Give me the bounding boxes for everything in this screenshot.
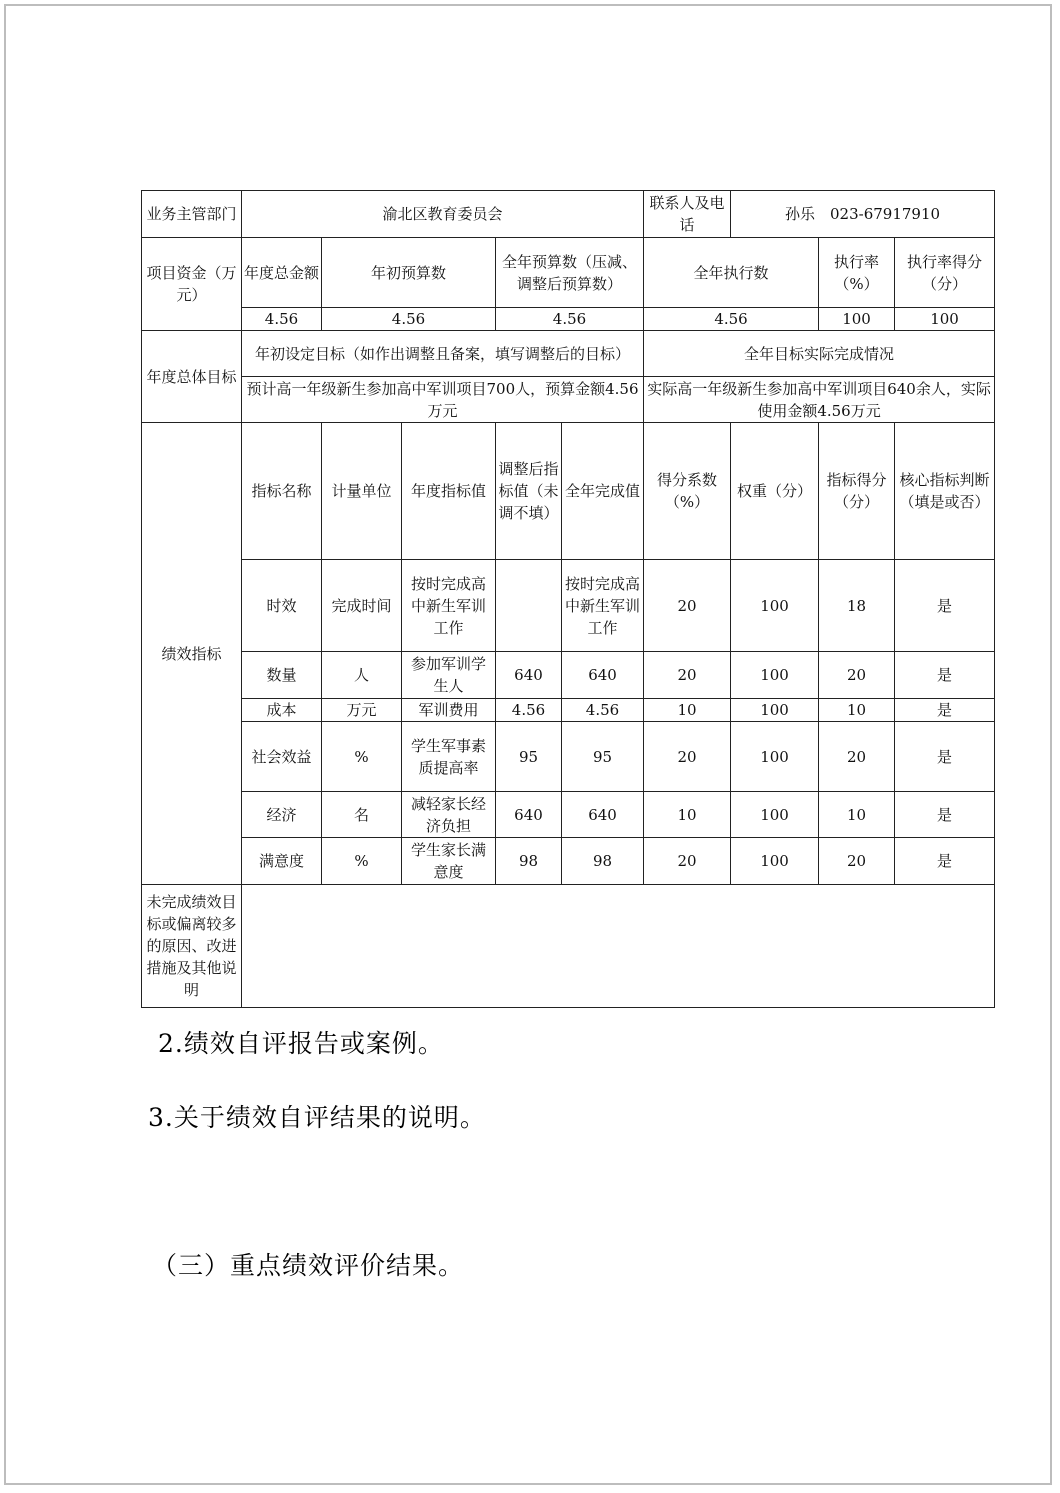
dept-label: 业务主管部门 [142,191,242,238]
perf-row-name: 成本 [242,699,322,722]
perf-row [142,652,995,699]
perf-row-score: 20 [819,652,895,699]
perf-row [142,838,995,885]
perf-header-adjusted: 调整后指标值（未调不填） [496,423,562,560]
perf-header-name: 指标名称 [242,423,322,560]
perf-row [142,792,995,838]
perf-row-target: 按时完成高中新生军训工作 [402,560,496,652]
goal-actual-value: 实际高一年级新生参加高中军训项目640余人，实际使用金额4.56万元 [644,377,995,423]
perf-row-coef: 20 [644,722,731,792]
contact-value: 孙乐 023-67917910 [731,191,995,238]
funds-rate-score-value: 100 [895,308,995,331]
perf-row-adjusted: 4.56 [496,699,562,722]
perf-row-score: 18 [819,560,895,652]
perf-row-coef: 20 [644,652,731,699]
section-heading-key-evaluation-results: （三）重点绩效评价结果。 [152,1251,465,1280]
perf-row-actual: 4.56 [562,699,644,722]
perf-row-actual: 98 [562,838,644,885]
perf-row-unit: 万元 [322,699,402,722]
perf-header-score: 指标得分（分） [819,423,895,560]
goal-initial-value: 预计高一年级新生参加高中军训项目700人，预算金额4.56万元 [242,377,644,423]
perf-row-core: 是 [895,560,995,652]
funds-initial-value: 4.56 [322,308,496,331]
perf-row-adjusted: 640 [496,652,562,699]
perf-row-unit: % [322,722,402,792]
performance-self-evaluation-table [141,190,995,1008]
perf-row-core: 是 [895,652,995,699]
perf-header-core: 核心指标判断（填是或否） [895,423,995,560]
funds-header-executed: 全年执行数 [644,238,819,308]
perf-row-name: 数量 [242,652,322,699]
perf-row-adjusted [496,560,562,652]
perf-row-adjusted: 98 [496,838,562,885]
funds-total-value: 4.56 [242,308,322,331]
perf-row-weight: 100 [731,838,819,885]
perf-row-target: 军训费用 [402,699,496,722]
funds-rate-value: 100 [819,308,895,331]
perf-row-score: 10 [819,792,895,838]
funds-header-rate-score: 执行率得分（分） [895,238,995,308]
section-heading-self-evaluation-report: 2.绩效自评报告或案例。 [158,1029,444,1058]
perf-row-unit: 完成时间 [322,560,402,652]
perf-row-weight: 100 [731,699,819,722]
perf-row-actual: 640 [562,792,644,838]
perf-row-target: 学生军事素质提高率 [402,722,496,792]
perf-row-target: 减轻家长经济负担 [402,792,496,838]
perf-row-core: 是 [895,699,995,722]
perf-row-coef: 20 [644,838,731,885]
perf-row-core: 是 [895,722,995,792]
perf-row-unit: 名 [322,792,402,838]
perf-row-adjusted: 95 [496,722,562,792]
perf-row-target: 参加军训学生人 [402,652,496,699]
section-heading-self-evaluation-explanation: 3.关于绩效自评结果的说明。 [148,1103,486,1132]
perf-row-coef: 20 [644,560,731,652]
perf-row-weight: 100 [731,722,819,792]
perf-header-coef: 得分系数（%） [644,423,731,560]
funds-header-full-budget: 全年预算数（压减、调整后预算数） [496,238,644,308]
perf-row-name: 社会效益 [242,722,322,792]
funds-executed-value: 4.56 [644,308,819,331]
perf-row-score: 20 [819,838,895,885]
perf-row [142,722,995,792]
perf-row-weight: 100 [731,560,819,652]
perf-label: 绩效指标 [142,423,242,885]
perf-header-actual: 全年完成值 [562,423,644,560]
perf-row-actual: 95 [562,722,644,792]
perf-row-actual: 按时完成高中新生军训工作 [562,560,644,652]
perf-row-coef: 10 [644,792,731,838]
remarks-label: 未完成绩效目标或偏离较多的原因、改进措施及其他说明 [142,885,242,1008]
goal-header-initial: 年初设定目标（如作出调整且备案，填写调整后的目标） [242,331,644,377]
perf-header-unit: 计量单位 [322,423,402,560]
perf-row-unit: 人 [322,652,402,699]
perf-row-weight: 100 [731,652,819,699]
perf-header-target: 年度指标值 [402,423,496,560]
perf-row [142,560,995,652]
perf-row-core: 是 [895,792,995,838]
perf-row-target: 学生家长满意度 [402,838,496,885]
goal-label: 年度总体目标 [142,331,242,423]
funds-label: 项目资金（万元） [142,238,242,331]
perf-row [142,699,995,722]
perf-row-adjusted: 640 [496,792,562,838]
perf-header-weight: 权重（分） [731,423,819,560]
funds-header-rate: 执行率（%） [819,238,895,308]
perf-row-score: 10 [819,699,895,722]
perf-row-name: 时效 [242,560,322,652]
dept-name: 渝北区教育委员会 [242,191,644,238]
funds-header-total: 年度总金额 [242,238,322,308]
remarks-value [242,885,995,1008]
perf-row-core: 是 [895,838,995,885]
perf-row-unit: % [322,838,402,885]
perf-row-name: 经济 [242,792,322,838]
perf-row-name: 满意度 [242,838,322,885]
perf-row-score: 20 [819,722,895,792]
perf-row-weight: 100 [731,792,819,838]
goal-header-actual: 全年目标实际完成情况 [644,331,995,377]
perf-row-coef: 10 [644,699,731,722]
funds-full-budget-value: 4.56 [496,308,644,331]
perf-row-actual: 640 [562,652,644,699]
contact-label: 联系人及电话 [644,191,731,238]
funds-header-initial: 年初预算数 [322,238,496,308]
